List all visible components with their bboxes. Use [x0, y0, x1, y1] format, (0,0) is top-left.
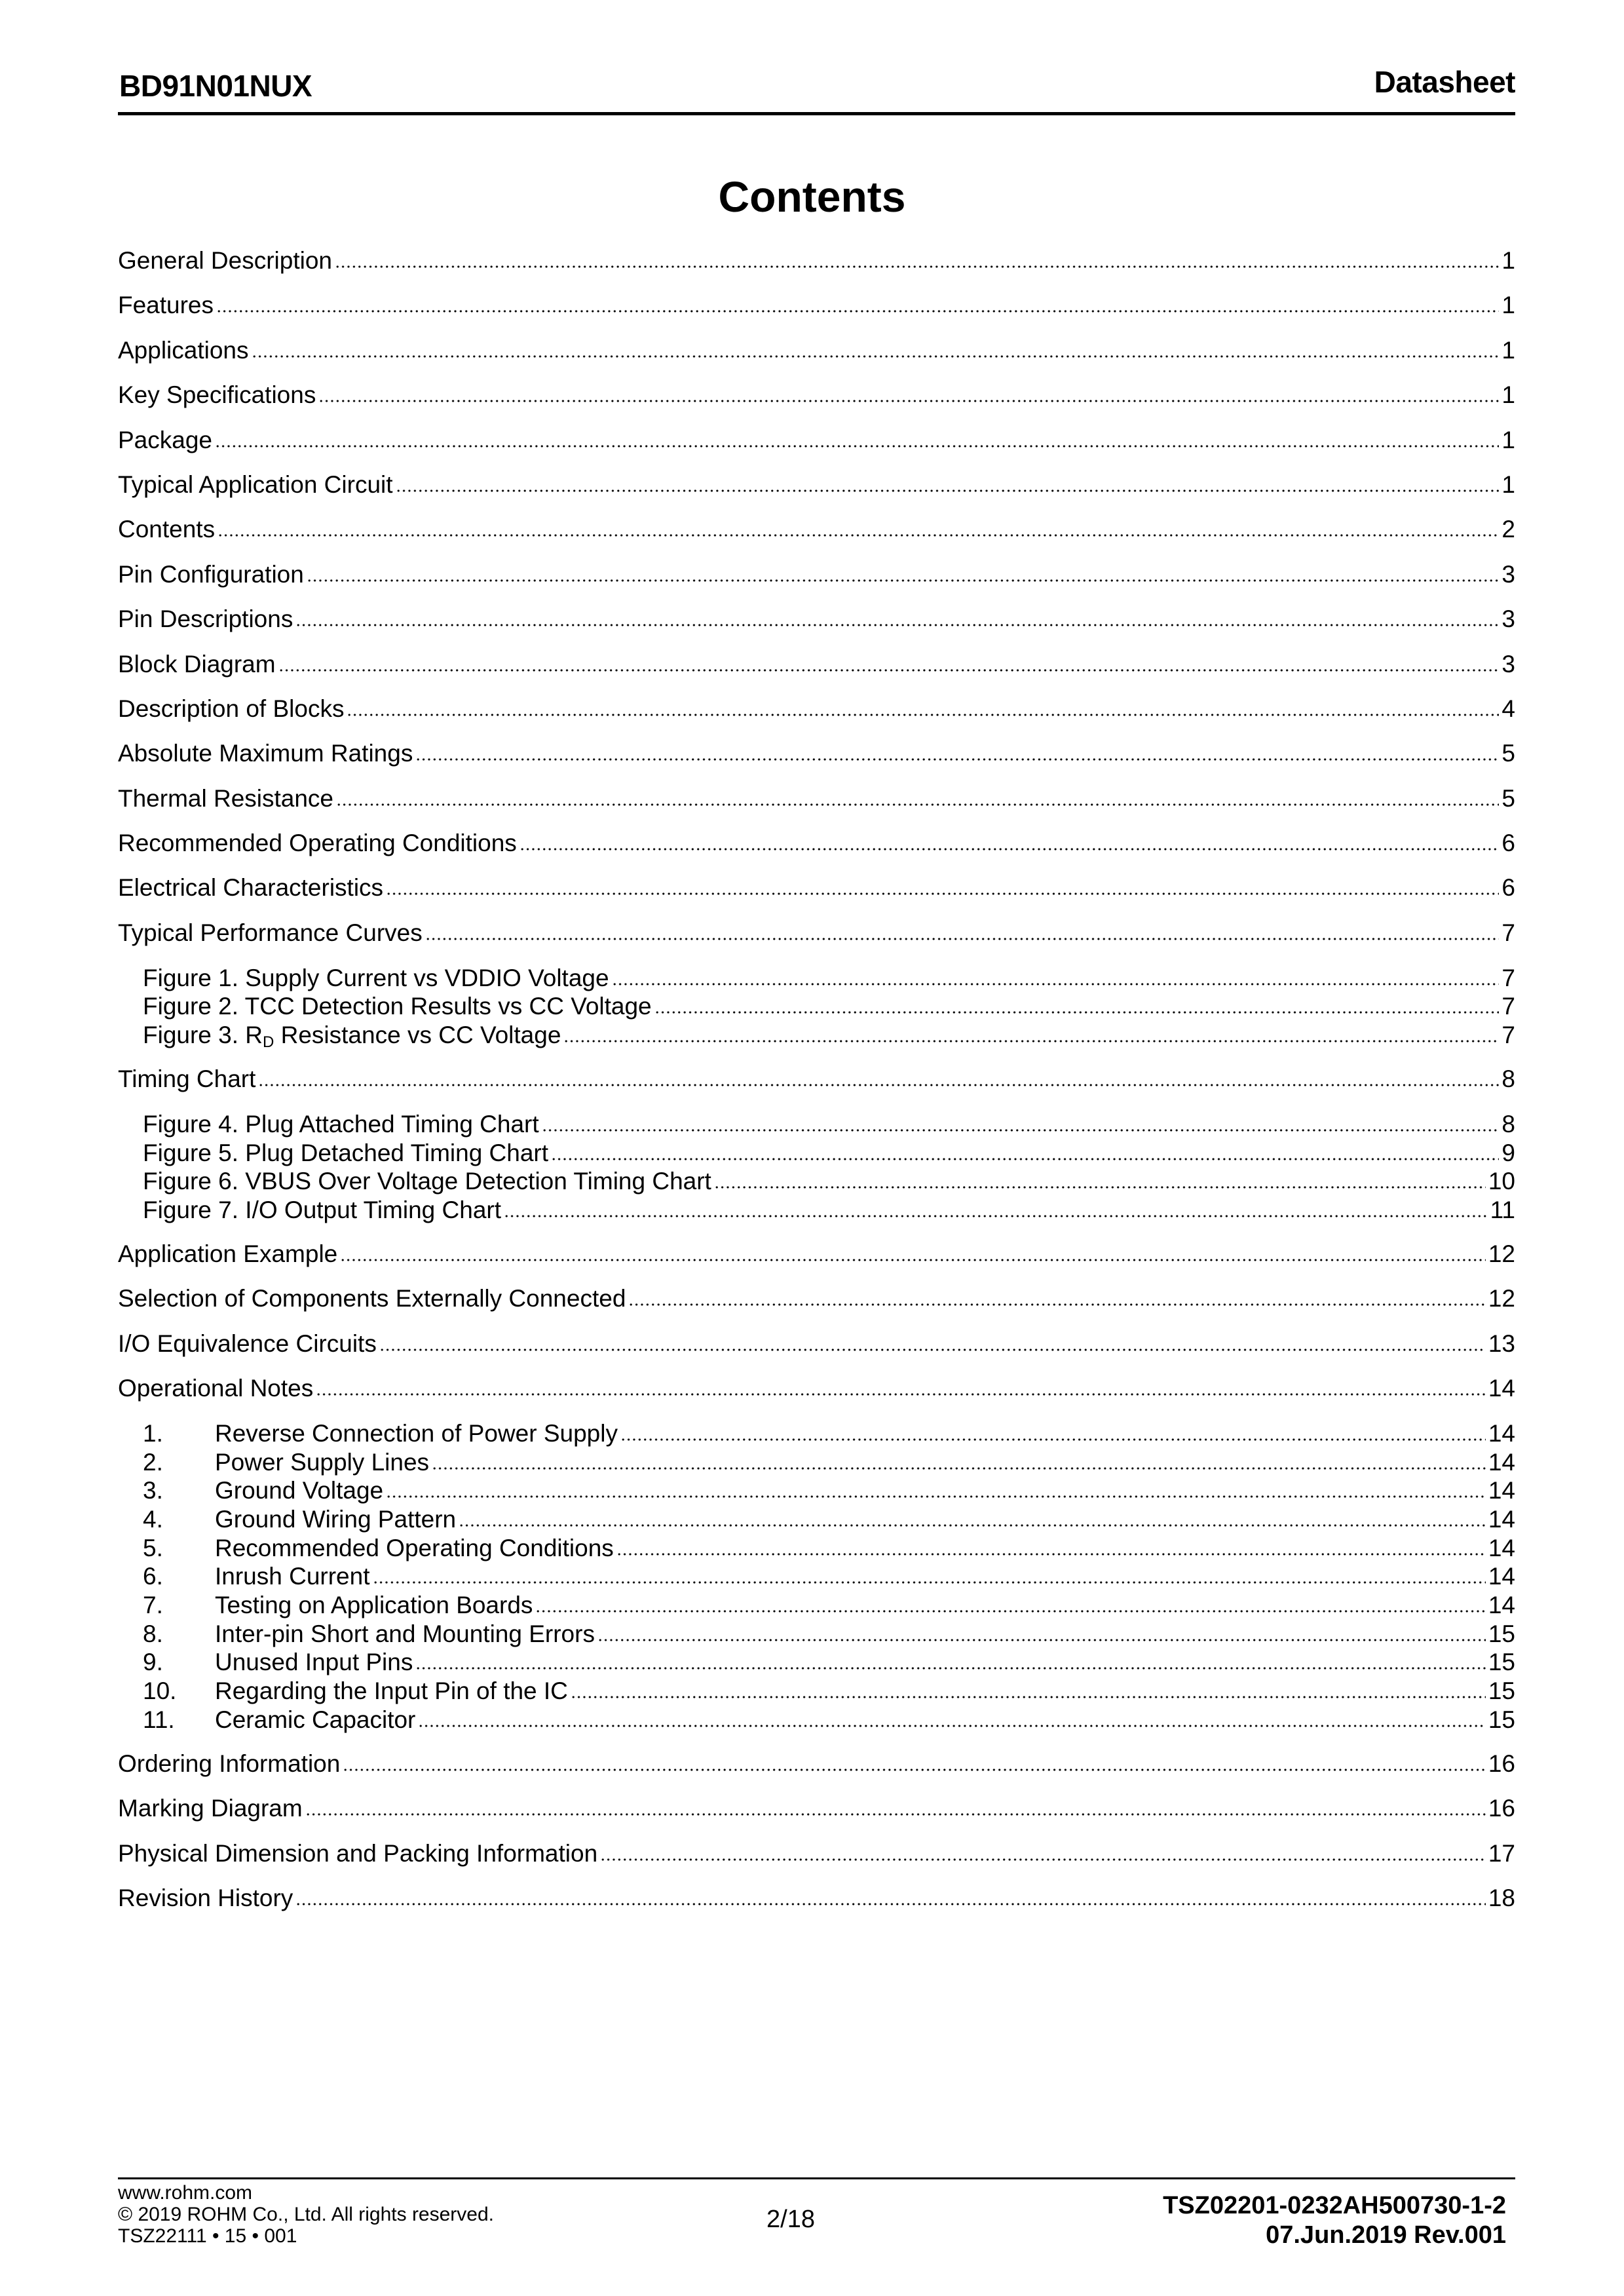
toc-entry-number: 7.: [143, 1592, 163, 1619]
dot-leader: [217, 532, 1499, 537]
footer-website[interactable]: www.rohm.com: [118, 2182, 253, 2204]
toc-entry-page: 15: [1488, 1706, 1515, 1733]
footer-left: [118, 2182, 494, 2247]
dot-leader: [295, 622, 1499, 627]
toc-entry[interactable]: [118, 1021, 1515, 1050]
toc-entry[interactable]: [118, 1366, 1515, 1411]
toc-entry-label: Ceramic Capacitor: [215, 1706, 416, 1733]
toc-entry-label: Selection of Components Externally Connected: [118, 1285, 626, 1312]
dot-leader: [295, 1901, 1486, 1906]
toc-entry-page: 9: [1501, 1139, 1515, 1166]
dot-leader: [386, 890, 1499, 896]
toc-entry-page: 8: [1501, 1110, 1515, 1138]
toc-entry-label: Ordering Information: [118, 1750, 341, 1777]
toc-entry[interactable]: [118, 1876, 1515, 1921]
toc-subentries: [118, 964, 1515, 1050]
toc-entry-label: Pin Descriptions: [118, 605, 293, 633]
toc-entry-page: 18: [1488, 1885, 1515, 1912]
dot-leader: [347, 712, 1499, 717]
dot-leader: [316, 1391, 1486, 1396]
toc-entry-number: 11.: [143, 1706, 175, 1733]
toc-entry-label: Power Supply Lines: [215, 1448, 430, 1476]
toc-entry-label: Features: [118, 292, 214, 319]
toc-entry-label: Applications: [118, 336, 249, 364]
toc-entry[interactable]: [118, 1562, 1515, 1591]
toc-entry-page: 14: [1488, 1448, 1515, 1476]
toc-entry[interactable]: [118, 911, 1515, 955]
toc-entry-label: Ground Voltage: [215, 1477, 384, 1504]
dot-leader: [432, 1465, 1486, 1470]
toc-label-part: Figure 3. R: [143, 1022, 263, 1049]
date-revision: 07.Jun.2019 Rev.001: [1266, 2221, 1506, 2249]
dot-leader: [216, 308, 1499, 313]
toc-entry-label: Contents: [118, 516, 216, 543]
toc-entry[interactable]: [118, 1322, 1515, 1366]
footer-right: [1163, 2191, 1506, 2250]
toc-entry-page: 15: [1488, 1677, 1515, 1705]
toc-entry-page: 7: [1501, 919, 1515, 946]
toc-entry-label: Description of Blocks: [118, 695, 345, 722]
toc-entry-page: 2: [1501, 516, 1515, 543]
toc-entry-page: 1: [1501, 426, 1515, 453]
toc-entry-label: Revision History: [118, 1885, 293, 1912]
dot-leader: [340, 1257, 1486, 1262]
toc-entry-page: 16: [1488, 1795, 1515, 1822]
toc-entry[interactable]: [118, 1648, 1515, 1677]
toc-entry[interactable]: [118, 1831, 1515, 1876]
toc-entry-page: 3: [1501, 605, 1515, 633]
toc-entry[interactable]: [118, 418, 1515, 463]
toc-entry-label: Reverse Connection of Power Supply: [215, 1419, 618, 1447]
toc-entry-label: Electrical Characteristics: [118, 874, 384, 902]
toc-entry-page: 3: [1501, 560, 1515, 588]
toc-entry-label: Block Diagram: [118, 650, 276, 678]
toc-entry[interactable]: [118, 821, 1515, 866]
toc-entry-label: Ground Wiring Pattern: [215, 1506, 457, 1533]
dot-leader: [215, 443, 1499, 448]
toc-entry[interactable]: [118, 731, 1515, 776]
page-title: Contents: [718, 172, 906, 221]
toc-entry[interactable]: [118, 1276, 1515, 1321]
toc-entry-page: 3: [1501, 650, 1515, 678]
toc-entry-label: Operational Notes: [118, 1375, 314, 1402]
toc-entry[interactable]: [118, 1476, 1515, 1505]
toc-entry[interactable]: [118, 687, 1515, 731]
toc-entry-label: Figure 6. VBUS Over Voltage Detection Timing Chart: [143, 1168, 711, 1195]
dot-leader: [612, 981, 1500, 986]
toc-subentries: [118, 1110, 1515, 1225]
dot-leader: [459, 1522, 1486, 1527]
footer-form-code: TSZ22111 • 15 • 001: [118, 2225, 297, 2247]
dot-leader: [425, 936, 1500, 941]
toc-entry[interactable]: [118, 642, 1515, 687]
toc-entry-label: General Description: [118, 247, 332, 274]
toc-entry[interactable]: [118, 964, 1515, 993]
toc-entry-number: 4.: [143, 1506, 163, 1533]
toc-entry-label: Figure 4. Plug Attached Timing Chart: [143, 1110, 539, 1138]
toc-entry-page: 7: [1501, 964, 1515, 991]
dot-leader: [519, 846, 1500, 851]
toc-entry-page: 12: [1488, 1240, 1515, 1268]
toc-entry-label: Marking Diagram: [118, 1795, 303, 1822]
toc-entry[interactable]: [118, 1677, 1515, 1706]
dot-leader: [415, 1665, 1485, 1670]
toc-entry-page: 14: [1488, 1419, 1515, 1447]
toc-entry[interactable]: [118, 1139, 1515, 1168]
toc-entry-page: 8: [1501, 1065, 1515, 1093]
toc-entry-page: 4: [1501, 695, 1515, 722]
toc-entry[interactable]: [118, 866, 1515, 910]
toc-entry-number: 5.: [143, 1534, 163, 1561]
product-name: BD91N01NUX: [119, 69, 312, 103]
toc-entry[interactable]: [118, 1419, 1515, 1448]
toc-entry[interactable]: [118, 1786, 1515, 1831]
toc-entry-label: Typical Performance Curves: [118, 919, 423, 946]
toc-entry-label: Inrush Current: [215, 1563, 370, 1590]
toc-entry-page: 17: [1488, 1839, 1515, 1867]
dot-leader: [336, 801, 1499, 807]
toc-entry-page: 6: [1501, 874, 1515, 902]
dot-leader: [252, 353, 1500, 358]
toc-entry-page: 15: [1488, 1620, 1515, 1647]
dot-leader: [542, 1127, 1500, 1132]
toc-entry-page: 12: [1488, 1285, 1515, 1312]
dot-leader: [620, 1436, 1486, 1442]
toc-entry[interactable]: [118, 1110, 1515, 1139]
toc-entry-label: Figure 7. I/O Output Timing Chart: [143, 1196, 501, 1223]
toc-entry-label: Unused Input Pins: [215, 1649, 413, 1676]
toc-entry-label: Recommended Operating Conditions: [215, 1534, 614, 1561]
toc-label-subscript: D: [263, 1033, 274, 1052]
toc-entry-number: 8.: [143, 1620, 163, 1647]
toc-entry[interactable]: [118, 1196, 1515, 1225]
toc-entry-label: Testing on Application Boards: [215, 1592, 533, 1619]
dot-leader: [654, 1009, 1500, 1014]
toc-entry-label: Key Specifications: [118, 381, 316, 409]
dot-leader: [714, 1184, 1486, 1189]
dot-leader: [418, 1723, 1485, 1728]
toc-entry[interactable]: [118, 373, 1515, 417]
toc-entry-label: Timing Chart: [118, 1065, 256, 1093]
header-divider: [118, 112, 1515, 115]
toc-entry[interactable]: [118, 1742, 1515, 1786]
toc-entry[interactable]: [118, 1591, 1515, 1620]
dot-leader: [600, 1856, 1486, 1862]
toc-entry-label: Typical Application Circuit: [118, 470, 393, 498]
toc-entry-page: 14: [1488, 1534, 1515, 1561]
toc-entry-page: 14: [1488, 1375, 1515, 1402]
toc-entry[interactable]: [118, 552, 1515, 597]
toc-entry[interactable]: [118, 1505, 1515, 1534]
toc-entry[interactable]: [118, 992, 1515, 1021]
toc-entry-page: 5: [1501, 740, 1515, 767]
dot-leader: [563, 1038, 1499, 1043]
dot-leader: [278, 667, 1500, 672]
toc-entry-page: 13: [1488, 1330, 1515, 1357]
toc-entry[interactable]: [118, 328, 1515, 373]
dot-leader: [307, 577, 1500, 583]
toc-entry-number: 9.: [143, 1649, 163, 1676]
toc-entry-label: Package: [118, 426, 212, 453]
toc-entry[interactable]: [118, 507, 1515, 552]
toc-entry[interactable]: [118, 463, 1515, 507]
footer-divider: [118, 2177, 1515, 2179]
table-of-contents: [118, 239, 1515, 1921]
toc-entry-page: 1: [1501, 381, 1515, 409]
toc-entry-page: 1: [1501, 470, 1515, 498]
dot-leader: [535, 1608, 1485, 1613]
toc-entry-label: [143, 1021, 561, 1050]
toc-entry-page: 14: [1488, 1592, 1515, 1619]
dot-leader: [571, 1694, 1486, 1699]
toc-entry-label: Absolute Maximum Ratings: [118, 740, 413, 767]
dot-leader: [305, 1811, 1486, 1816]
toc-entry[interactable]: [118, 1448, 1515, 1477]
dot-leader: [551, 1156, 1499, 1161]
toc-entry-page: 7: [1501, 993, 1515, 1020]
dot-leader: [379, 1347, 1486, 1352]
toc-entry-page: 1: [1501, 336, 1515, 364]
toc-entry-number: 10.: [143, 1677, 177, 1705]
toc-entry-page: 11: [1490, 1196, 1515, 1223]
toc-entry-page: 7: [1501, 1022, 1515, 1049]
toc-entry-number: 6.: [143, 1563, 163, 1590]
dot-leader: [628, 1301, 1485, 1307]
toc-entry-label: Pin Configuration: [118, 560, 304, 588]
toc-entry-label: Figure 2. TCC Detection Results vs CC Voltage: [143, 993, 652, 1020]
toc-entry-page: 6: [1501, 830, 1515, 857]
toc-entry-label: Figure 1. Supply Current vs VDDIO Voltage: [143, 964, 609, 991]
toc-entry[interactable]: [118, 1232, 1515, 1276]
toc-entry[interactable]: [118, 1620, 1515, 1649]
dot-leader: [504, 1213, 1488, 1218]
toc-entry-page: 14: [1488, 1506, 1515, 1533]
toc-label-part: Resistance vs CC Voltage: [274, 1022, 561, 1049]
toc-entry-label: Application Example: [118, 1240, 338, 1268]
dot-leader: [415, 756, 1499, 761]
toc-entry-page: 14: [1488, 1477, 1515, 1504]
toc-entry-number: 1.: [143, 1419, 163, 1447]
dot-leader: [616, 1551, 1486, 1556]
toc-entry-page: 5: [1501, 784, 1515, 812]
toc-entry[interactable]: [118, 1057, 1515, 1101]
toc-entry[interactable]: [118, 776, 1515, 821]
dot-leader: [318, 398, 1499, 403]
toc-entry-label: Regarding the Input Pin of the IC: [215, 1677, 568, 1705]
toc-entry[interactable]: [118, 1534, 1515, 1563]
dot-leader: [258, 1082, 1499, 1087]
dot-leader: [597, 1637, 1486, 1642]
toc-entry-label: Figure 5. Plug Detached Timing Chart: [143, 1139, 549, 1166]
document-type: Datasheet: [1374, 65, 1515, 99]
toc-subentries: [118, 1419, 1515, 1734]
dot-leader: [386, 1493, 1486, 1499]
toc-entry-page: 14: [1488, 1563, 1515, 1590]
document-number: TSZ02201-0232AH500730-1-2: [1163, 2192, 1506, 2219]
toc-entry-label: Physical Dimension and Packing Information: [118, 1839, 598, 1867]
toc-entry-number: 2.: [143, 1448, 163, 1476]
page-number: 2/18: [766, 2206, 815, 2233]
toc-entry-label: Thermal Resistance: [118, 784, 334, 812]
toc-entry[interactable]: [118, 283, 1515, 328]
toc-entry-page: 15: [1488, 1649, 1515, 1676]
toc-entry[interactable]: [118, 1167, 1515, 1196]
toc-entry-label: Inter-pin Short and Mounting Errors: [215, 1620, 595, 1647]
toc-entry-page: 1: [1501, 292, 1515, 319]
toc-entry-page: 1: [1501, 247, 1515, 274]
dot-leader: [373, 1579, 1486, 1584]
dot-leader: [335, 263, 1499, 269]
toc-entry-number: 3.: [143, 1477, 163, 1504]
toc-entry[interactable]: [118, 1706, 1515, 1734]
toc-entry-label: Recommended Operating Conditions: [118, 830, 517, 857]
dot-leader: [396, 488, 1500, 493]
dot-leader: [343, 1767, 1486, 1772]
toc-entry-label: I/O Equivalence Circuits: [118, 1330, 377, 1357]
footer-copyright: © 2019 ROHM Co., Ltd. All rights reserved.: [118, 2204, 494, 2225]
toc-entry-page: 16: [1488, 1750, 1515, 1777]
toc-entry[interactable]: [118, 597, 1515, 641]
toc-entry-page: 10: [1488, 1168, 1515, 1195]
toc-entry[interactable]: [118, 239, 1515, 283]
